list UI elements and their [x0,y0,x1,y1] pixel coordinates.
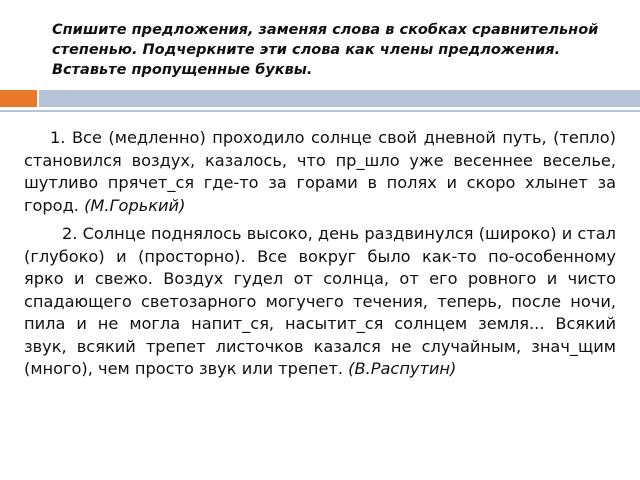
task-instruction: Спишите предложения, заменяя слова в скобках сравнительной степенью. Подчеркните эти слова как члены предложения. Вставьте пропущенные буквы. [52,22,599,78]
paragraph-2 [24,223,616,381]
accent-bar-blue [39,90,640,107]
paragraph-2-text: 2. Солнце поднялось высоко, день раздвинулся (широко) и стал (глубоко) и (просторно). Все вокруг было как-то по-особенному ярко и свежо. Воздух гудел от солнца, от его ровного и чисто спадающего светозарного могучего течения, теперь, после ночи, пила и не могла напит_ся, насытит_ся солнцем земля... Всякий звук, всякий трепет листочков казался не случайным, знач_щим (много), чем просто звук или трепет. [24,224,616,378]
paragraph-1-author: (М.Горький) [84,195,186,215]
paragraph-1 [24,127,616,217]
exercise-text [24,127,616,387]
paragraph-1-text: 1. Все (медленно) проходило солнце свой дневной путь, (тепло) становился воздух, казалось, что пр_шло уже весеннее веселье, шутливо прячет_ся где-то за горами в полях и скоро хлынет за город. [24,128,616,215]
accent-bar-orange [0,90,37,107]
divider-line [0,110,640,112]
paragraph-2-author: (В.Распутин) [348,359,457,378]
